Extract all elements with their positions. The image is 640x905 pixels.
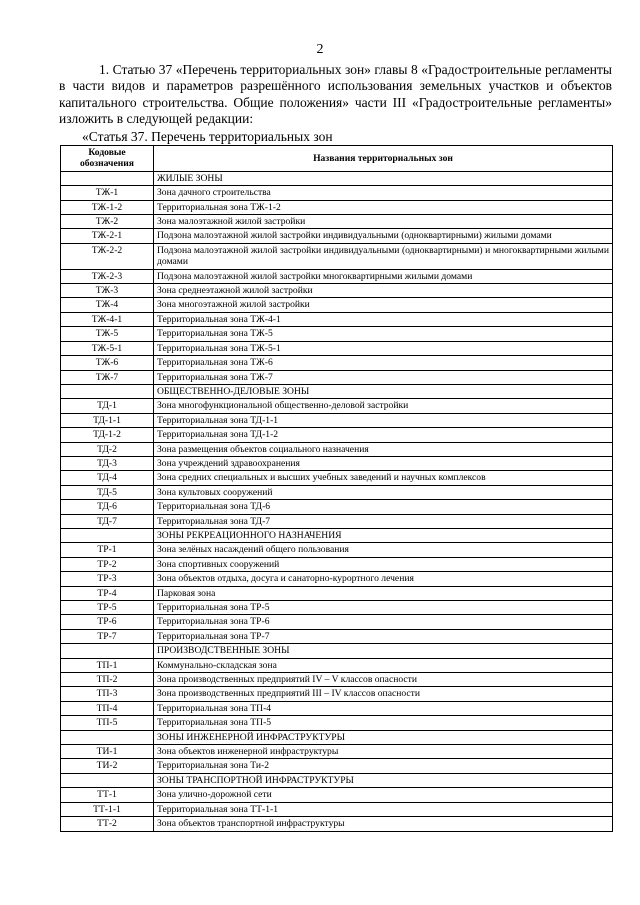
table-row	[61, 759, 613, 773]
zone-code: ТД-2	[61, 442, 154, 456]
zone-code: ТЖ-7	[61, 370, 154, 384]
table-row	[61, 243, 613, 269]
table-row	[61, 500, 613, 514]
zone-code: ТР-1	[61, 543, 154, 557]
table-row	[61, 327, 613, 341]
zone-code: ТИ-2	[61, 759, 154, 773]
zone-code: ТП-5	[61, 716, 154, 730]
table-row	[61, 442, 613, 456]
page-number: 2	[316, 42, 324, 57]
table-row	[61, 284, 613, 298]
zone-name: Территориальная зона ТЖ-1-2	[154, 200, 613, 214]
table-row	[61, 186, 613, 200]
table-header-row	[61, 146, 613, 172]
zone-code: ТР-4	[61, 586, 154, 600]
zone-name: Территориальная зона ТР-6	[154, 615, 613, 629]
zone-section-title: ОБЩЕСТВЕННО-ДЕЛОВЫЕ ЗОНЫ	[154, 384, 613, 398]
zone-code: ТЖ-2	[61, 215, 154, 229]
zone-code	[61, 730, 154, 744]
table-row	[61, 485, 613, 499]
zone-code: ТЖ-4	[61, 298, 154, 312]
zone-name: Коммунально-складская зона	[154, 658, 613, 672]
zone-code: ТЖ-2-2	[61, 243, 154, 269]
intro-paragraph: 1. Статью 37 «Перечень территориальных зон» главы 8 «Градостроительные регламенты в части видов и параметров разрешённого использования земельных участков и объектов капитального строительства. Общие положения» части III «Градостроительные регламенты» изложить в следующей редакции:	[59, 62, 612, 127]
table-row	[61, 356, 613, 370]
zone-name: Парковая зона	[154, 586, 613, 600]
zone-name: Подзона малоэтажной жилой застройки индивидуальными (одноквартирными) и многоквартирными жилыми домами	[154, 243, 613, 269]
zone-name: Территориальная зона Ти-2	[154, 759, 613, 773]
zone-name: Зона многоэтажной жилой застройки	[154, 298, 613, 312]
table-section-row	[61, 773, 613, 787]
zone-name: Зона средних специальных и высших учебных заведений и научных комплексов	[154, 471, 613, 485]
table-row	[61, 543, 613, 557]
zone-code: ТР-6	[61, 615, 154, 629]
zone-code	[61, 384, 154, 398]
table-row	[61, 456, 613, 470]
zone-code: ТТ-1-1	[61, 802, 154, 816]
zone-name: Зона объектов отдыха, досуга и санаторно-курортного лечения	[154, 572, 613, 586]
table-row	[61, 716, 613, 730]
zone-code: ТП-3	[61, 687, 154, 701]
table-row	[61, 298, 613, 312]
zone-name: Зона улично-дорожной сети	[154, 788, 613, 802]
zone-code	[61, 171, 154, 185]
table-row	[61, 269, 613, 283]
zone-code: ТД-1	[61, 399, 154, 413]
zone-code: ТЖ-5	[61, 327, 154, 341]
zone-code: ТТ-2	[61, 817, 154, 831]
table-row	[61, 215, 613, 229]
table-row	[61, 802, 613, 816]
table-row	[61, 229, 613, 243]
zone-name: Территориальная зона ТД-6	[154, 500, 613, 514]
header-name: Названия территориальных зон	[154, 146, 613, 172]
header-code: Кодовые обозначения	[61, 146, 154, 172]
zone-name: Зона производственных предприятий IV – V классов опасности	[154, 673, 613, 687]
zone-name: Территориальная зона ТП-4	[154, 701, 613, 715]
zone-code: ТП-2	[61, 673, 154, 687]
zone-name: Подзона малоэтажной жилой застройки многоквартирными жилыми домами	[154, 269, 613, 283]
zone-name: Территориальная зона ТД-1-1	[154, 413, 613, 427]
zone-code: ТП-1	[61, 658, 154, 672]
table-row	[61, 399, 613, 413]
table-row	[61, 817, 613, 831]
table-row	[61, 370, 613, 384]
zone-section-title: ЗОНЫ РЕКРЕАЦИОННОГО НАЗНАЧЕНИЯ	[154, 528, 613, 542]
zone-code: ТД-7	[61, 514, 154, 528]
zone-name: Территориальная зона ТД-1-2	[154, 428, 613, 442]
zone-name: Территориальная зона ТЖ-7	[154, 370, 613, 384]
table-section-row	[61, 171, 613, 185]
zone-code: ТЖ-2-3	[61, 269, 154, 283]
table-row	[61, 341, 613, 355]
table-row	[61, 658, 613, 672]
table-row	[61, 572, 613, 586]
table-row	[61, 629, 613, 643]
zone-name: Территориальная зона ТЖ-5	[154, 327, 613, 341]
zone-code: ТД-6	[61, 500, 154, 514]
table-row	[61, 788, 613, 802]
table-section-row	[61, 730, 613, 744]
zone-name: Подзона малоэтажной жилой застройки индивидуальными (одноквартирными) жилыми домами	[154, 229, 613, 243]
zone-code: ТР-2	[61, 557, 154, 571]
zone-name: Зона дачного строительства	[154, 186, 613, 200]
zone-code: ТЖ-2-1	[61, 229, 154, 243]
zone-code: ТТ-1	[61, 788, 154, 802]
zone-name: Территориальная зона ТТ-1-1	[154, 802, 613, 816]
zone-code: ТЖ-6	[61, 356, 154, 370]
table-row	[61, 471, 613, 485]
table-row	[61, 312, 613, 326]
zone-name: Территориальная зона ТЖ-5-1	[154, 341, 613, 355]
article-title: «Статья 37. Перечень территориальных зон	[82, 129, 333, 144]
zone-code: ТР-5	[61, 601, 154, 615]
zone-code: ТД-3	[61, 456, 154, 470]
zone-name: Зона зелёных насаждений общего пользования	[154, 543, 613, 557]
zone-section-title: ПРОИЗВОДСТВЕННЫЕ ЗОНЫ	[154, 644, 613, 658]
table-row	[61, 745, 613, 759]
table-row	[61, 586, 613, 600]
zone-code: ТИ-1	[61, 745, 154, 759]
table-row	[61, 514, 613, 528]
table-row	[61, 687, 613, 701]
zone-code: ТР-7	[61, 629, 154, 643]
table-row	[61, 200, 613, 214]
zone-code: ТД-5	[61, 485, 154, 499]
table-row	[61, 428, 613, 442]
zone-name: Зона учреждений здравоохранения	[154, 456, 613, 470]
zone-code: ТР-3	[61, 572, 154, 586]
zones-table-body	[61, 171, 613, 831]
table-section-row	[61, 528, 613, 542]
zone-name: Зона многофункциональной общественно-деловой застройки	[154, 399, 613, 413]
zone-code	[61, 773, 154, 787]
zone-name: Зона производственных предприятий III – IV классов опасности	[154, 687, 613, 701]
zones-table	[60, 145, 613, 832]
zone-code: ТЖ-1	[61, 186, 154, 200]
table-section-row	[61, 384, 613, 398]
zone-name: Территориальная зона ТР-7	[154, 629, 613, 643]
zone-code: ТД-1-2	[61, 428, 154, 442]
zone-section-title: ЖИЛЫЕ ЗОНЫ	[154, 171, 613, 185]
table-section-row	[61, 644, 613, 658]
zone-name: Территориальная зона ТЖ-4-1	[154, 312, 613, 326]
zone-name: Зона малоэтажной жилой застройки	[154, 215, 613, 229]
zone-name: Зона объектов транспортной инфраструктуры	[154, 817, 613, 831]
zone-name: Зона спортивных сооружений	[154, 557, 613, 571]
zone-name: Зона культовых сооружений	[154, 485, 613, 499]
table-row	[61, 673, 613, 687]
table-row	[61, 557, 613, 571]
zone-name: Зона объектов инженерной инфраструктуры	[154, 745, 613, 759]
zone-code	[61, 528, 154, 542]
zone-name: Территориальная зона ТД-7	[154, 514, 613, 528]
table-row	[61, 413, 613, 427]
zone-code: ТД-1-1	[61, 413, 154, 427]
zone-code: ТД-4	[61, 471, 154, 485]
zone-code: ТЖ-1-2	[61, 200, 154, 214]
zone-name: Зона размещения объектов социального назначения	[154, 442, 613, 456]
zone-name: Территориальная зона ТР-5	[154, 601, 613, 615]
zone-code: ТЖ-3	[61, 284, 154, 298]
zone-name: Территориальная зона ТП-5	[154, 716, 613, 730]
zone-name: Территориальная зона ТЖ-6	[154, 356, 613, 370]
zone-section-title: ЗОНЫ ИНЖЕНЕРНОЙ ИНФРАСТРУКТУРЫ	[154, 730, 613, 744]
table-row	[61, 701, 613, 715]
zone-code: ТЖ-4-1	[61, 312, 154, 326]
zone-name: Зона среднеэтажной жилой застройки	[154, 284, 613, 298]
zone-section-title: ЗОНЫ ТРАНСПОРТНОЙ ИНФРАСТРУКТУРЫ	[154, 773, 613, 787]
zone-code: ТЖ-5-1	[61, 341, 154, 355]
table-row	[61, 601, 613, 615]
zone-code	[61, 644, 154, 658]
table-row	[61, 615, 613, 629]
zone-code: ТП-4	[61, 701, 154, 715]
